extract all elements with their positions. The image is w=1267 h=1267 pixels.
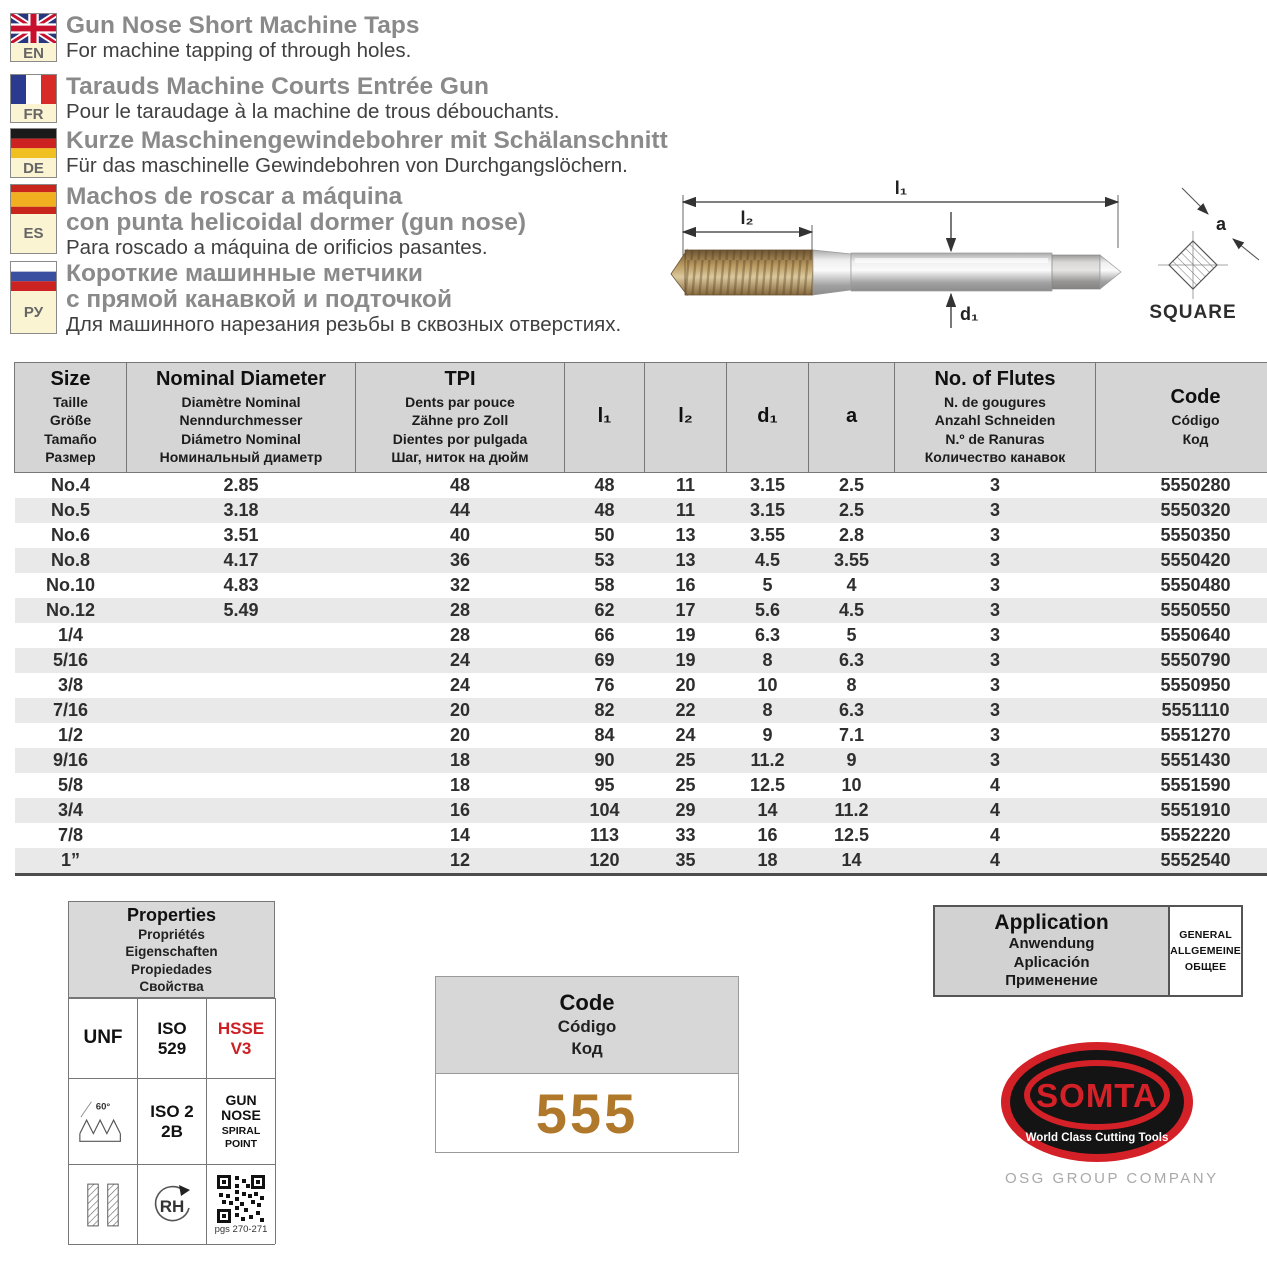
table-cell [127, 623, 356, 648]
table-row [15, 823, 1267, 848]
table-cell: 24 [675, 724, 696, 745]
table-cell: 18 [757, 849, 778, 870]
rh-rotation-icon [146, 1178, 198, 1232]
table-cell: 44 [449, 499, 471, 520]
table-cell: 4.5 [754, 549, 781, 570]
table-cell: 3 [989, 674, 1000, 695]
section-subtitle: Pour le taraudage à la machine de trous débouchants. [66, 99, 560, 123]
column-header-line: Taille [53, 394, 88, 410]
table-cell: 1/2 [57, 724, 84, 745]
table-cell [127, 848, 356, 875]
table-cell: 84 [594, 724, 615, 745]
column-header-line: Количество канавок [924, 449, 1066, 466]
spain-flag-icon [11, 185, 56, 214]
column-header [1096, 363, 1267, 473]
column-header-line: d₁ [757, 404, 778, 427]
table-cell: No.12 [45, 599, 96, 620]
table-cell: 29 [675, 799, 696, 820]
table-row [15, 748, 1267, 773]
table-cell: 5552220 [1160, 824, 1231, 845]
table-cell: 17 [675, 599, 696, 620]
table-cell: No.8 [50, 549, 90, 570]
table-cell: 3.51 [223, 524, 259, 545]
table-cell: 5551430 [1160, 749, 1231, 770]
specification-table [14, 362, 1267, 876]
table-cell: 3.18 [223, 499, 259, 520]
thread-profile-icon [76, 1098, 130, 1146]
table-cell: 3 [989, 574, 1000, 595]
table-cell: 20 [449, 724, 471, 745]
table-cell: 5552540 [1160, 849, 1231, 870]
table-cell: 11 [675, 474, 696, 495]
table-cell: 16 [449, 799, 471, 820]
table-row [15, 673, 1267, 698]
property-point-type: GUN NOSE SPIRAL POINT [207, 1078, 276, 1164]
germany-flag-icon [11, 129, 56, 158]
a-label: a [1215, 214, 1227, 234]
column-header [645, 363, 727, 473]
qr-caption: pgs 270-271 [214, 1223, 268, 1235]
table-cell: 14 [841, 849, 862, 870]
table-cell: 3 [989, 724, 1000, 745]
table-cell [127, 773, 356, 798]
table-cell: 16 [675, 574, 696, 595]
table-cell: 7.1 [838, 724, 865, 745]
table-cell: 28 [449, 624, 471, 645]
table-cell: 5550320 [1160, 499, 1231, 520]
column-header-line: Código [1171, 412, 1220, 429]
table-cell: 3/8 [57, 674, 84, 695]
section-title: Kurze Maschinengewindebohrer mit Schälanschnitt [66, 127, 668, 154]
language-code: РУ [23, 303, 44, 321]
table-cell [127, 723, 356, 748]
table-cell: No.4 [50, 474, 90, 495]
table-cell: 4 [989, 799, 1000, 820]
table-cell: 3 [989, 649, 1000, 670]
column-header [127, 363, 356, 473]
table-cell: 11.2 [750, 749, 785, 770]
table-cell: 5550350 [1160, 524, 1231, 545]
series-code-value: 555 [535, 1081, 639, 1145]
tap-illustration [671, 250, 1121, 295]
table-cell: 6.3 [838, 649, 865, 670]
column-header-line: N.º de Ranuras [945, 430, 1045, 447]
table-cell: 6.3 [838, 699, 865, 720]
column-header-line: Номинальный диаметр [159, 449, 323, 466]
flag-box-fr [10, 74, 57, 123]
column-header-line: Zähne pro Zoll [411, 412, 509, 429]
table-cell: 5550420 [1160, 549, 1231, 570]
application-panel [933, 905, 1243, 997]
table-cell: 3 [989, 749, 1000, 770]
table-row [15, 623, 1267, 648]
table-cell: 4 [846, 574, 857, 595]
table-cell: 76 [594, 674, 615, 695]
table-cell: 3 [989, 549, 1000, 570]
table-cell: 48 [594, 474, 615, 495]
logo-brand-text: SOMTA [1036, 1077, 1158, 1114]
flag-box-es [10, 184, 57, 254]
uk-flag-icon [11, 14, 56, 43]
logo-tagline: World Class Cutting Tools [1025, 1132, 1169, 1144]
column-header-line: Diamètre Nominal [181, 394, 301, 410]
column-header-line: Diámetro Nominal [181, 430, 301, 447]
through-hole-icon [84, 1180, 122, 1230]
table-cell: 5551910 [1160, 799, 1231, 820]
properties-grid [68, 998, 275, 1245]
table-cell [127, 748, 356, 773]
d1-label: d₁ [960, 304, 979, 324]
table-cell: 5/8 [57, 774, 84, 795]
table-cell: 3 [989, 499, 1000, 520]
table-cell: 3 [989, 599, 1000, 620]
table-cell: 16 [757, 824, 778, 845]
column-header-line: Size [50, 368, 91, 390]
table-cell: 5.6 [754, 599, 781, 620]
table-row [15, 523, 1267, 548]
france-flag-icon [11, 75, 56, 104]
table-cell [127, 823, 356, 848]
section-title: Tarauds Machine Courts Entrée Gun [66, 73, 489, 100]
table-cell: 4.83 [223, 574, 259, 595]
table-row [15, 648, 1267, 673]
table-cell: 24 [449, 649, 471, 670]
somta-logo [1000, 1040, 1194, 1166]
table-cell: 7/16 [52, 699, 89, 720]
table-cell [127, 798, 356, 823]
flag-box-de [10, 128, 57, 178]
section-subtitle: Für das maschinelle Gewindebohren von Durchgangslöchern. [66, 153, 628, 177]
table-cell: 5 [762, 574, 773, 595]
section-title: Machos de roscar a máquina [66, 183, 403, 210]
table-cell: 35 [675, 849, 696, 870]
table-cell: 4 [989, 849, 1000, 870]
l1-label: l₁ [894, 178, 908, 198]
table-cell: 22 [675, 699, 696, 720]
table-row [15, 598, 1267, 623]
section-title-line2: con punta helicoidal dormer (gun nose) [66, 208, 527, 236]
property-iso-529: ISO 529 [138, 998, 207, 1078]
table-row [15, 848, 1267, 875]
table-cell: 14 [449, 824, 471, 845]
column-header [356, 363, 565, 473]
table-cell: 58 [594, 574, 615, 595]
svg-text:60°: 60° [95, 1100, 111, 1112]
table-cell: 33 [675, 824, 696, 845]
section-title-line2: с прямой канавкой и подточкой [66, 285, 453, 313]
column-header-line: Dents par pouce [405, 394, 515, 410]
section-subtitle: Para roscado a máquina de orificios pasantes. [66, 235, 488, 259]
properties-header: Properties Propriétés Eigenschaften Propiedades Свойства [68, 901, 275, 998]
table-cell: 6.3 [754, 624, 781, 645]
table-cell: 5 [846, 624, 857, 645]
table-cell: 2.5 [838, 474, 865, 495]
table-row [15, 548, 1267, 573]
flag-box-en [10, 13, 57, 62]
table-cell: 3 [989, 524, 1000, 545]
table-cell: 7/8 [57, 824, 84, 845]
table-cell: 62 [594, 599, 615, 620]
table-cell: 90 [594, 749, 615, 770]
table-cell: 10 [841, 774, 862, 795]
column-header-line: Größe [49, 412, 92, 429]
table-cell: 4.17 [223, 549, 259, 570]
column-header-line: N. de gougures [944, 394, 1046, 410]
table-cell: 3/4 [57, 799, 84, 820]
table-cell: 5550280 [1160, 474, 1231, 495]
table-cell: 1/4 [57, 624, 84, 645]
column-header-line: Шаг, ниток на дюйм [391, 449, 529, 466]
table-cell: 9 [846, 749, 857, 770]
table-cell: 8 [846, 674, 857, 695]
table-cell: 5550480 [1160, 574, 1231, 595]
osg-group-text: OSG GROUP COMPANY [1005, 1170, 1219, 1187]
property-rotation [138, 1164, 207, 1244]
table-cell: 5550790 [1160, 649, 1231, 670]
section-title: Gun Nose Short Machine Taps [66, 12, 420, 39]
table-cell: 20 [449, 699, 471, 720]
column-header [727, 363, 809, 473]
table-cell: 19 [675, 624, 696, 645]
table-cell: 1” [60, 849, 80, 870]
russia-flag-icon [11, 262, 56, 291]
table-cell: 48 [449, 474, 471, 495]
table-cell: 69 [594, 649, 615, 670]
tap-technical-drawing [655, 168, 1267, 364]
table-row [15, 723, 1267, 748]
table-cell: 50 [594, 524, 615, 545]
column-header-line: l₁ [597, 404, 612, 427]
table-cell: 5551590 [1160, 774, 1231, 795]
table-cell: 9 [762, 724, 773, 745]
table-cell: 95 [594, 774, 615, 795]
language-code: DE [23, 160, 44, 177]
flag-box-ru [10, 261, 57, 334]
application-value: GENERAL ALLGEMEINE ОБЩЕЕ [1170, 907, 1241, 995]
table-cell: 5550640 [1160, 624, 1231, 645]
table-row [15, 573, 1267, 598]
column-header-line: Код [1182, 430, 1209, 447]
table-cell: 13 [675, 524, 696, 545]
table-cell: 104 [589, 799, 620, 820]
property-fit-class: ISO 2 2B [138, 1078, 207, 1164]
table-cell: 25 [675, 749, 696, 770]
table-cell: 12.5 [833, 824, 870, 845]
property-thread-standard: UNF [69, 998, 138, 1078]
section-subtitle: For machine tapping of through holes. [66, 38, 412, 62]
language-section-ru [10, 261, 621, 337]
square-section-detail [1149, 188, 1259, 323]
qr-code-icon [217, 1175, 265, 1223]
language-code: ES [23, 225, 44, 242]
table-cell: 2.85 [223, 474, 259, 495]
table-cell: 48 [594, 499, 615, 520]
property-through-hole [69, 1164, 138, 1244]
column-header-line: l₂ [678, 404, 693, 427]
table-cell: 5550550 [1160, 599, 1231, 620]
properties-title: Properties [126, 904, 217, 925]
property-material-hsse: HSSE V3 [207, 998, 276, 1078]
table-cell: 25 [675, 774, 696, 795]
table-cell: 3 [989, 474, 1000, 495]
column-header-line: Размер [45, 449, 96, 466]
table-cell: No.5 [50, 499, 90, 520]
table-cell: 20 [675, 674, 696, 695]
table-cell: No.6 [50, 524, 90, 545]
properties-panel [68, 901, 275, 1245]
table-cell: 14 [757, 799, 778, 820]
table-cell: 8 [762, 649, 773, 670]
table-row [15, 798, 1267, 823]
square-caption: SQUARE [1149, 302, 1237, 323]
table-cell: 82 [594, 699, 615, 720]
table-cell: 19 [675, 649, 696, 670]
table-cell: No.10 [45, 574, 96, 595]
column-header [809, 363, 895, 473]
column-header-line: TPI [444, 368, 476, 390]
column-header [565, 363, 645, 473]
language-section-de [10, 128, 668, 178]
table-cell: 13 [675, 549, 696, 570]
table-cell: 120 [589, 849, 620, 870]
table-cell: 4 [989, 774, 1000, 795]
table-cell: 9/16 [52, 749, 89, 770]
table-cell: 12 [449, 849, 471, 870]
section-title: Короткие машинные метчики [66, 260, 423, 287]
table-cell: 2.5 [838, 499, 865, 520]
table-cell: 11 [675, 499, 696, 520]
table-cell: 3.15 [749, 474, 786, 495]
table-header-row [15, 363, 1267, 473]
l2-label: l₂ [740, 208, 754, 228]
language-section-en [10, 13, 419, 63]
table-cell: 11.2 [834, 799, 869, 820]
table-cell: 12.5 [749, 774, 786, 795]
table-cell: 18 [449, 749, 471, 770]
table-cell [127, 698, 356, 723]
table-cell [127, 648, 356, 673]
table-cell: 5551270 [1160, 724, 1231, 745]
table-cell: 28 [449, 599, 471, 620]
language-code: FR [23, 106, 44, 123]
table-cell: 2.8 [838, 524, 865, 545]
svg-text:RH: RH [159, 1196, 185, 1216]
column-header-line: Tamaño [44, 430, 97, 447]
language-code: EN [23, 45, 44, 62]
table-row [15, 698, 1267, 723]
table-cell: 4.5 [838, 599, 865, 620]
table-cell: 5/16 [52, 649, 89, 670]
table-cell: 113 [589, 824, 620, 845]
column-header-line: Code [1170, 386, 1221, 409]
table-cell: 3 [989, 699, 1000, 720]
property-thread-angle [69, 1078, 138, 1164]
column-header [895, 363, 1096, 473]
table-cell [127, 673, 356, 698]
table-cell: 32 [449, 574, 471, 595]
table-cell: 53 [594, 549, 615, 570]
code-panel [435, 976, 739, 1153]
table-cell: 10 [757, 674, 778, 695]
column-header-line: Nominal Diameter [155, 368, 327, 390]
property-catalog-qr [207, 1164, 276, 1244]
column-header-line: Anzahl Schneiden [934, 412, 1056, 429]
section-subtitle: Для машинного нарезания резьбы в сквозных отверстиях. [66, 312, 622, 336]
table-cell: 24 [449, 674, 471, 695]
table-cell: 18 [449, 774, 471, 795]
language-section-fr [10, 74, 559, 124]
table-cell: 36 [449, 549, 471, 570]
table-cell: 3.55 [749, 524, 786, 545]
column-header-line: Nenndurchmesser [179, 412, 303, 429]
column-header-line: a [845, 404, 858, 427]
table-cell: 5551110 [1161, 699, 1230, 720]
table-cell: 66 [594, 624, 615, 645]
application-header: Application Anwendung Aplicación Применение [935, 907, 1170, 995]
table-cell: 8 [762, 699, 773, 720]
column-header [15, 363, 127, 473]
table-row [15, 773, 1267, 798]
code-header: Code Código Код [436, 977, 738, 1074]
table-row [15, 472, 1267, 498]
table-cell: 5.49 [223, 599, 259, 620]
table-cell: 40 [449, 524, 471, 545]
table-cell: 3.15 [749, 499, 786, 520]
table-cell: 5550950 [1160, 674, 1231, 695]
table-cell: 3 [989, 624, 1000, 645]
table-cell: 3.55 [833, 549, 870, 570]
table-cell: 4 [989, 824, 1000, 845]
language-section-es [10, 184, 526, 260]
table-row [15, 498, 1267, 523]
column-header-line: No. of Flutes [934, 368, 1056, 390]
column-header-line: Dientes por pulgada [392, 430, 528, 447]
